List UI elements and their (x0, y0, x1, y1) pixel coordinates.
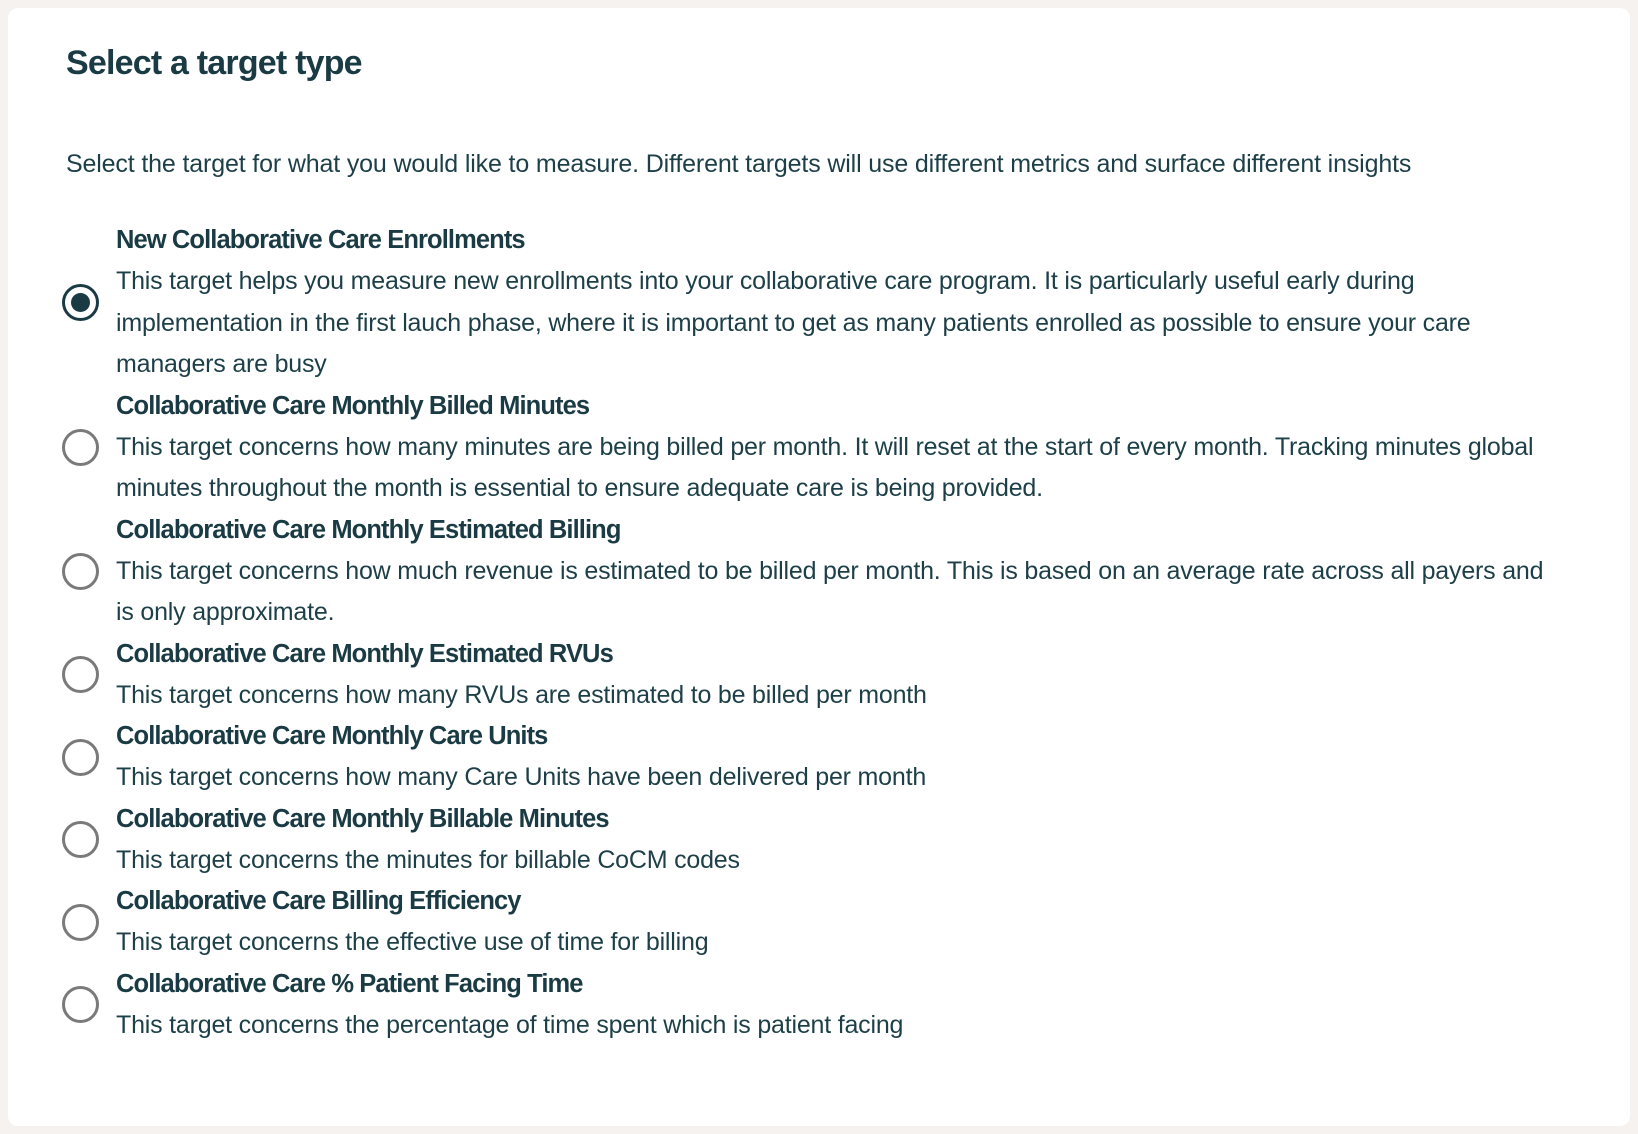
option-description: This target concerns how many RVUs are estimated to be billed per month (116, 680, 927, 709)
target-option-monthly-billable-minutes[interactable] (60, 799, 1550, 882)
option-text (116, 964, 1550, 1047)
radio-wrap (60, 739, 116, 776)
target-option-billing-efficiency[interactable] (60, 881, 1550, 964)
option-description: This target concerns how many minutes are being billed per month. It will reset at the start of every month. Tracking minutes global minutes throughout the month is essential to ensure adequate care is being provided. (116, 432, 1534, 502)
option-text (116, 634, 1550, 717)
target-type-radio-group (60, 220, 1550, 1046)
option-text (116, 881, 1550, 964)
radio-button-icon[interactable] (62, 656, 99, 693)
option-description: This target helps you measure new enrollments into your collaborative care program. It is particularly useful early during implementation in the first lauch phase, where it is important to get as many patients enrolled as possible to ensure your care managers are busy (116, 267, 1471, 378)
radio-button-icon[interactable] (62, 553, 99, 590)
option-title: Collaborative Care Monthly Estimated RVUs (116, 639, 613, 668)
option-description: This target concerns the minutes for billable CoCM codes (116, 845, 740, 874)
target-option-patient-facing-time[interactable] (60, 964, 1550, 1047)
option-description: This target concerns how much revenue is estimated to be billed per month. This is based on an average rate across all payers and is only approximate. (116, 556, 1544, 626)
radio-wrap (60, 553, 116, 590)
target-option-monthly-care-units[interactable] (60, 716, 1550, 799)
option-title: Collaborative Care Billing Efficiency (116, 887, 521, 915)
radio-button-icon[interactable] (62, 739, 99, 776)
option-title: New Collaborative Care Enrollments (116, 226, 525, 254)
radio-wrap (60, 429, 116, 466)
target-option-monthly-billed-minutes[interactable] (60, 386, 1550, 510)
target-option-monthly-estimated-billing[interactable] (60, 510, 1550, 634)
radio-wrap (60, 284, 116, 321)
target-type-panel (8, 8, 1630, 1126)
radio-button-icon[interactable] (62, 429, 99, 466)
target-option-monthly-estimated-rvus[interactable] (60, 634, 1550, 717)
option-text (116, 510, 1550, 634)
option-description: This target concerns how many Care Units have been delivered per month (116, 763, 927, 791)
radio-button-icon[interactable] (62, 904, 99, 941)
option-title: Collaborative Care Monthly Billable Minutes (116, 804, 609, 833)
radio-button-icon[interactable] (62, 821, 99, 858)
option-text (116, 220, 1550, 386)
radio-wrap (60, 986, 116, 1023)
option-text (116, 799, 1550, 882)
radio-button-icon[interactable] (62, 986, 99, 1023)
target-option-new-enrollments[interactable] (60, 220, 1550, 386)
panel-subtitle: Select the target for what you would like to measure. Different targets will use different metrics and surface different insights (66, 150, 1412, 178)
radio-wrap (60, 904, 116, 941)
option-title: Collaborative Care Monthly Billed Minutes (116, 391, 590, 420)
option-description: This target concerns the effective use of time for billing (116, 928, 709, 956)
panel-title: Select a target type (66, 44, 362, 82)
radio-button-selected-icon[interactable] (62, 284, 99, 321)
option-title: Collaborative Care Monthly Care Units (116, 722, 548, 750)
option-title: Collaborative Care % Patient Facing Time (116, 969, 583, 998)
option-text (116, 386, 1550, 510)
radio-wrap (60, 821, 116, 858)
option-description: This target concerns the percentage of time spent which is patient facing (116, 1010, 904, 1039)
option-title: Collaborative Care Monthly Estimated Billing (116, 515, 621, 544)
option-text (116, 716, 1550, 799)
radio-wrap (60, 656, 116, 693)
